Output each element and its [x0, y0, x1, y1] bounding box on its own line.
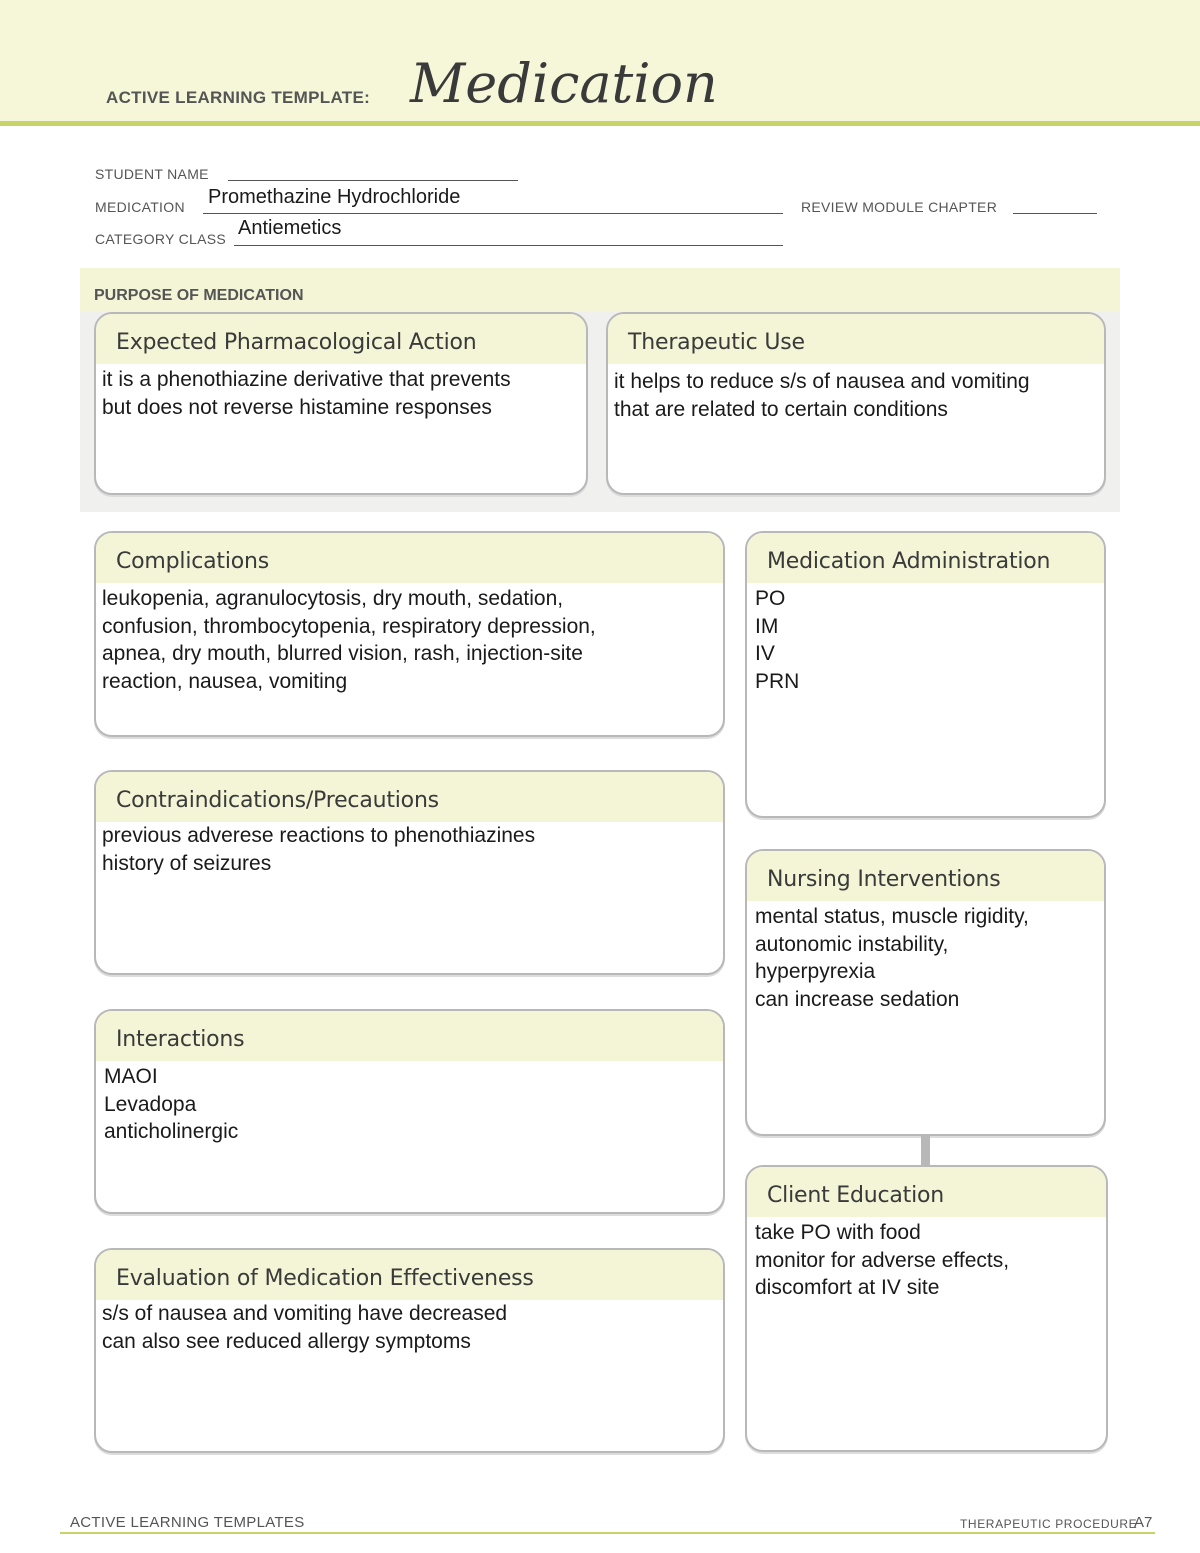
medication-line	[203, 213, 783, 214]
interactions-box[interactable]	[94, 1009, 725, 1214]
administration-line: PO	[755, 587, 786, 610]
pharm-action-title: Expected Pharmacological Action	[116, 330, 477, 355]
category-class-label: CATEGORY CLASS	[95, 231, 227, 247]
complications-line: reaction, nausea, vomiting	[102, 669, 348, 693]
evaluation-line: s/s of nausea and vomiting have decreased	[102, 1302, 508, 1325]
complications-line: apnea, dry mouth, blurred vision, rash, injection-site	[102, 642, 583, 665]
template-label: ACTIVE LEARNING TEMPLATE:	[106, 88, 371, 107]
nursing-interventions-title: Nursing Interventions	[767, 867, 1001, 892]
interactions-title: Interactions	[116, 1027, 245, 1052]
evaluation-header	[96, 1250, 723, 1300]
administration-line: IV	[755, 642, 775, 665]
nursing-interventions-line: can increase sedation	[755, 987, 960, 1011]
administration-title: Medication Administration	[767, 549, 1051, 574]
contraindications-line: history of seizures	[102, 851, 272, 875]
evaluation-body[interactable]	[96, 1300, 723, 1355]
footer-rule	[60, 1532, 1155, 1534]
complications-body[interactable]	[96, 583, 723, 695]
interactions-line: Levadopa	[104, 1092, 197, 1116]
pharm-action-header	[96, 314, 586, 364]
administration-line: IM	[755, 614, 779, 638]
nursing-interventions-line: hyperpyrexia	[755, 960, 876, 983]
pharm-action-body[interactable]	[96, 364, 586, 421]
pharm-action-line: it is a phenothiazine derivative that prevents	[102, 368, 511, 391]
therapeutic-use-title: Therapeutic Use	[628, 330, 805, 355]
pharm-action-line: but does not reverse histamine responses	[102, 395, 492, 419]
nursing-interventions-header	[747, 851, 1104, 901]
client-education-header	[747, 1167, 1106, 1217]
contraindications-title: Contraindications/Precautions	[116, 788, 439, 813]
section-connector	[921, 1135, 930, 1165]
page-number: A7	[1134, 1514, 1153, 1531]
student-name-line[interactable]	[228, 180, 518, 181]
client-education-body[interactable]	[747, 1217, 1106, 1302]
complications-box[interactable]	[94, 531, 725, 737]
evaluation-title: Evaluation of Medication Effectiveness	[116, 1266, 534, 1291]
footer-left: ACTIVE LEARNING TEMPLATES	[70, 1514, 305, 1531]
purpose-label: PURPOSE OF MEDICATION	[94, 287, 304, 304]
complications-title: Complications	[116, 549, 270, 574]
therapeutic-use-line: that are related to certain conditions	[614, 397, 948, 421]
evaluation-box[interactable]	[94, 1248, 725, 1453]
therapeutic-use-box[interactable]	[606, 312, 1106, 495]
review-module-line	[1013, 213, 1097, 214]
therapeutic-use-body[interactable]	[608, 364, 1104, 423]
interactions-body[interactable]	[96, 1061, 723, 1146]
pharm-action-box[interactable]	[94, 312, 588, 495]
contraindications-header	[96, 772, 723, 822]
medication-field[interactable]: Promethazine Hydrochloride	[208, 186, 461, 208]
therapeutic-use-header	[608, 314, 1104, 364]
client-education-title: Client Education	[767, 1183, 945, 1208]
purpose-header	[80, 268, 1120, 312]
nursing-interventions-box[interactable]	[745, 849, 1106, 1136]
client-education-box[interactable]	[745, 1165, 1108, 1452]
category-class-line	[234, 245, 783, 246]
administration-box[interactable]	[745, 531, 1106, 818]
evaluation-line: can also see reduced allergy symptoms	[102, 1329, 471, 1353]
nursing-interventions-line: mental status, muscle rigidity,	[755, 905, 1029, 928]
page-title: Medication	[410, 52, 718, 115]
nursing-interventions-body[interactable]	[747, 901, 1104, 1013]
footer-right: THERAPEUTIC PROCEDURE	[960, 1517, 1138, 1531]
therapeutic-use-line: it helps to reduce s/s of nausea and vomiting	[614, 370, 1030, 393]
medication-label: MEDICATION	[95, 199, 185, 215]
review-module-label: REVIEW MODULE CHAPTER	[801, 199, 998, 215]
category-class-field[interactable]: Antiemetics	[238, 217, 342, 239]
complications-header	[96, 533, 723, 583]
complications-line: leukopenia, agranulocytosis, dry mouth, sedation,	[102, 587, 564, 610]
interactions-line: anticholinergic	[104, 1120, 239, 1143]
complications-line: confusion, thrombocytopenia, respiratory depression,	[102, 614, 596, 638]
administration-body[interactable]	[747, 583, 1104, 695]
interactions-line: MAOI	[104, 1065, 158, 1088]
contraindications-line: previous adverese reactions to phenothiazines	[102, 824, 536, 847]
client-education-line: take PO with food	[755, 1221, 921, 1244]
administration-line: PRN	[755, 669, 800, 693]
header-rule	[0, 121, 1200, 126]
interactions-header	[96, 1011, 723, 1061]
client-education-line: monitor for adverse effects,	[755, 1248, 1010, 1272]
administration-header	[747, 533, 1104, 583]
student-name-label: STUDENT NAME	[95, 166, 209, 182]
contraindications-box[interactable]	[94, 770, 725, 975]
client-education-line: discomfort at IV site	[755, 1276, 940, 1299]
nursing-interventions-line: autonomic instability,	[755, 932, 949, 956]
contraindications-body[interactable]	[96, 822, 723, 877]
